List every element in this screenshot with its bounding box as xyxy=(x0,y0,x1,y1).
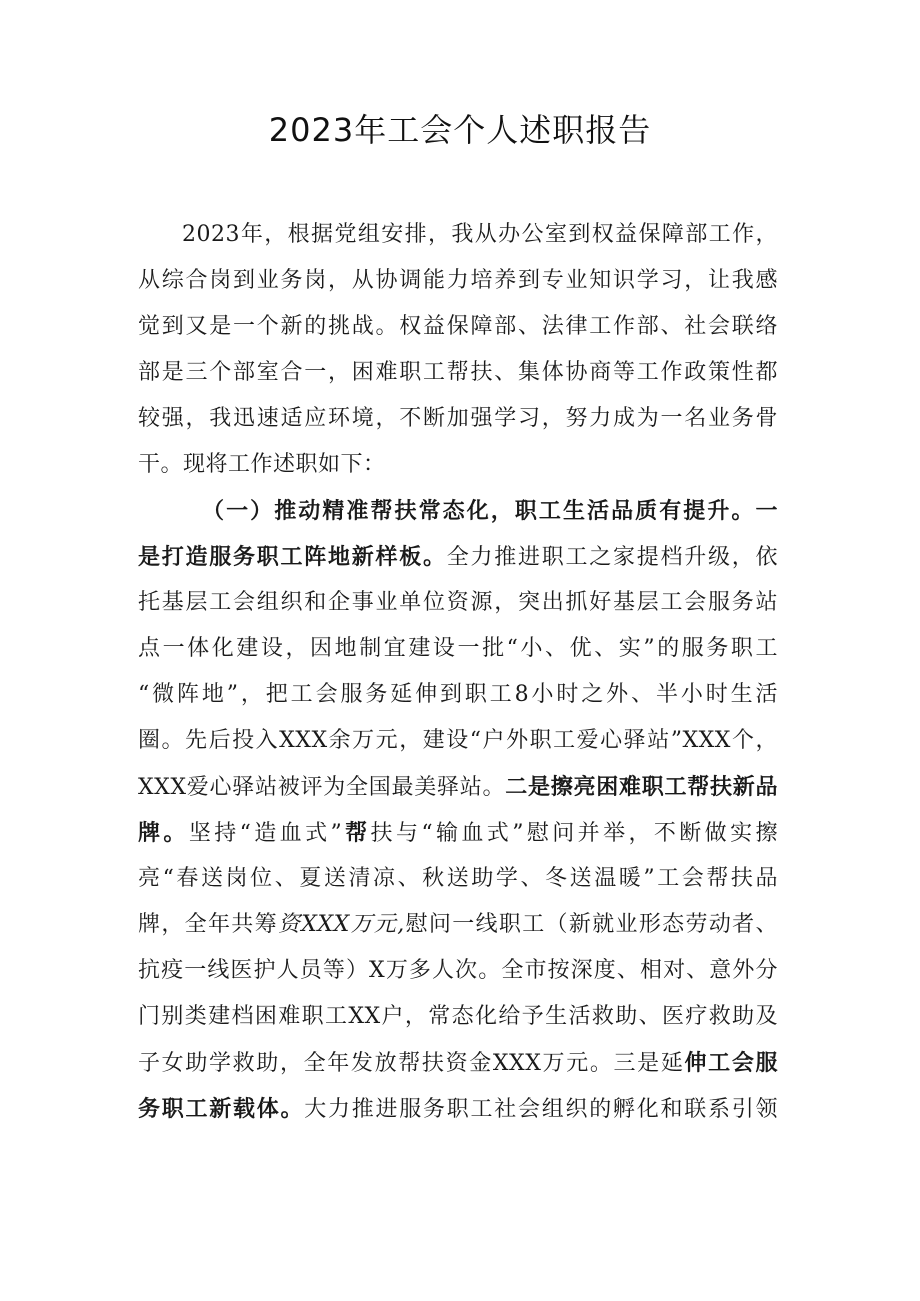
section-line-14 xyxy=(138,1086,778,1132)
text-run: 全力推进职工之家提档升级，依 xyxy=(446,545,778,570)
intro-line-6: 干。现将工作述职如下： xyxy=(138,452,386,477)
section-line-8 xyxy=(138,810,778,856)
text-run: 慰问一线职工（新就业形态劳动者、 xyxy=(404,912,778,937)
text-run: 坚持“造血式” xyxy=(188,821,343,846)
section-line-10 xyxy=(138,902,778,948)
point-three-title-end: 务职工新载体。 xyxy=(138,1096,305,1122)
intro-line-4: 部是三个部室合一，困难职工帮扶、集体协商等工作政策性都 xyxy=(138,360,778,385)
bold-char: 帮 xyxy=(342,820,371,846)
italic-run: 资XXX万元, xyxy=(277,912,405,937)
section-heading: （一）推动精准帮扶常态化，职工生活品质有提升。一 xyxy=(202,498,778,524)
document-body xyxy=(138,212,778,1132)
section-line-7 xyxy=(138,764,778,810)
point-two-title-end: 牌。 xyxy=(138,820,189,846)
section-line-3: 托基层工会组织和企事业单位资源，突出抓好基层工会服务站 xyxy=(138,590,778,615)
text-run: XXX爱心驿站被评为全国最美驿站。 xyxy=(138,775,506,800)
section-line-2 xyxy=(138,534,778,580)
text-run: 牌，全年共筹 xyxy=(138,912,278,937)
text-run: 子女助学救助，全年发放帮扶资金XXX万元。三是延 xyxy=(138,1051,685,1076)
section-line-11: 抗疫一线医护人员等）X万多人次。全市按深度、相对、意外分 xyxy=(138,958,778,983)
section-line-13 xyxy=(138,1040,778,1086)
section-line-4: 点一体化建设，因地制宜建设一批“小、优、实”的服务职工 xyxy=(138,636,778,661)
section-line-12: 门别类建档困难职工XX户，常态化给予生活救助、医疗救助及 xyxy=(138,1004,778,1029)
section-line-5: “微阵地”，把工会服务延伸到职工8小时之外、半小时生活 xyxy=(138,682,778,707)
text-run: 扶与“输血式”慰问并举，不断做实擦 xyxy=(370,821,778,846)
text-run: 大力推进服务职工社会组织的孵化和联系引领 xyxy=(304,1097,778,1122)
point-one-title: 是打造服务职工阵地新样板。 xyxy=(138,544,447,570)
point-two-title: 二是擦亮困难职工帮扶新品 xyxy=(505,774,778,800)
intro-line-3: 觉到又是一个新的挑战。权益保障部、法律工作部、社会联络 xyxy=(138,314,778,339)
intro-line-5: 较强，我迅速适应环境，不断加强学习，努力成为一名业务骨 xyxy=(138,406,778,431)
document-title: 2023年工会个人述职报告 xyxy=(268,111,652,149)
section-line-6: 圈。先后投入XXX余万元，建设“户外职工爱心驿站”XXX个， xyxy=(138,728,778,753)
section-line-9: 亮“春送岗位、夏送清凉、秋送助学、冬送温暖”工会帮扶品 xyxy=(138,866,778,891)
intro-line-1: 2023年，根据党组安排，我从办公室到权益保障部工作， xyxy=(182,222,778,247)
intro-line-2: 从综合岗到业务岗，从协调能力培养到专业知识学习，让我感 xyxy=(138,268,778,293)
point-three-title: 伸工会服 xyxy=(684,1050,778,1076)
